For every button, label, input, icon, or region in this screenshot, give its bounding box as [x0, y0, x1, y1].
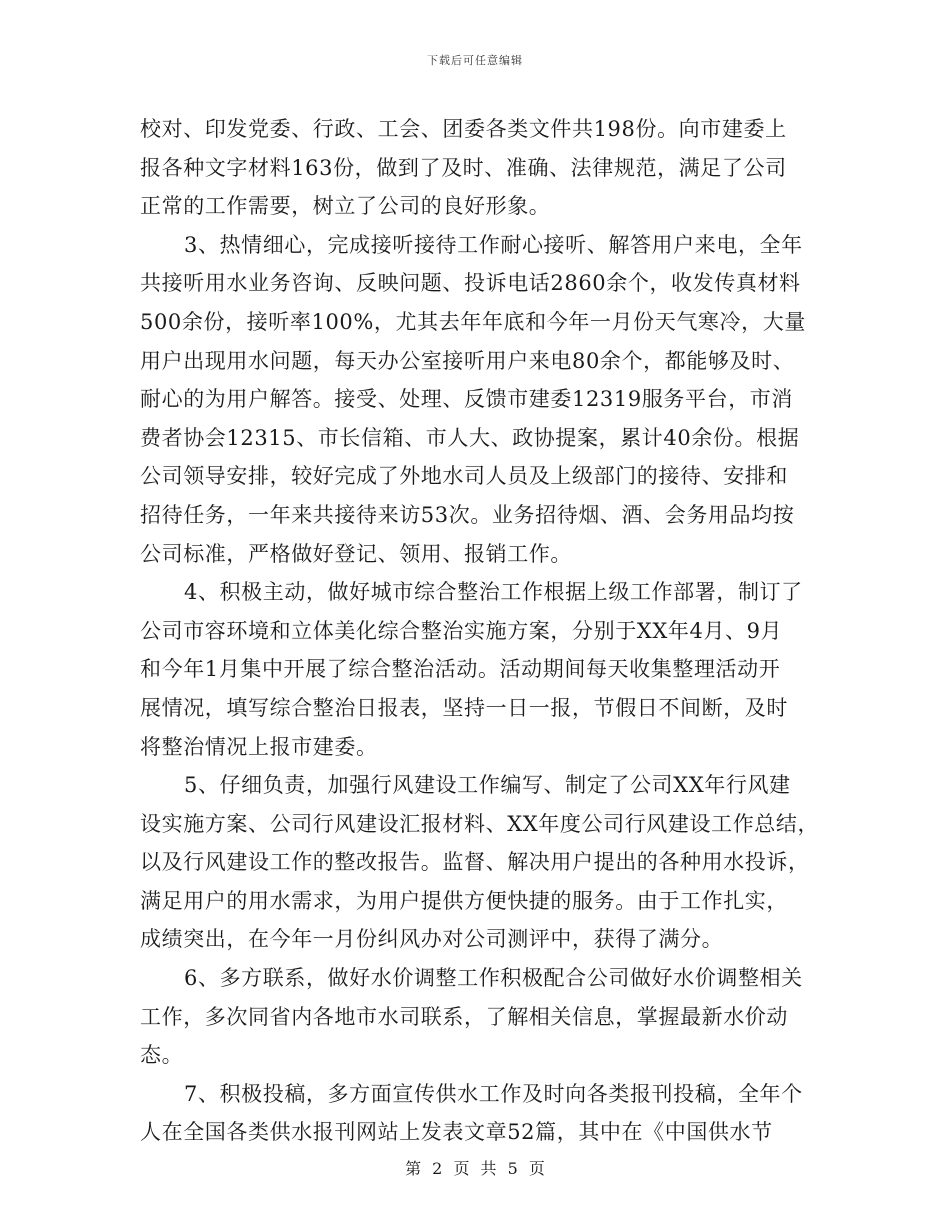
text-line: 将整治情况上报市建委。 — [140, 734, 378, 759]
paragraph-4-start: 4、积极主动，做好城市综合整治工作根据上级工作部署，制订了 — [184, 580, 803, 605]
text-line: 公司标准，严格做好登记、领用、报销工作。 — [140, 541, 572, 566]
text-line: 费者协会12315、市长信箱、市人大、政协提案，累计40余份。根据 — [140, 425, 800, 450]
page-number-footer: 第 2 页 共 5 页 — [405, 1159, 545, 1178]
text-line: 态。 — [140, 1043, 184, 1068]
text-line: 用户出现用水问题，每天办公室接听用户来电80余个，都能够及时、 — [140, 348, 795, 373]
text-line: 展情况，填写综合整治日报表，坚持一日一报，节假日不间断，及时 — [140, 695, 788, 720]
text-line: 招待任务，一年来共接待来访53次。业务招待烟、酒、会务用品均按 — [140, 502, 795, 527]
text-line: 公司领导安排，较好完成了外地水司人员及上级部门的接待、安排和 — [140, 464, 788, 489]
page-header: 下载后可任意编辑 — [427, 54, 523, 67]
text-line: 工作，多次同省内各地市水司联系，了解相关信息，掌握最新水价动 — [140, 1004, 788, 1029]
text-line: 人在全国各类供水报刊网站上发表文章52篇，其中在《中国供水节 — [140, 1120, 773, 1145]
text-line: 公司市容环境和立体美化综合整治实施方案，分别于XX年4月、9月 — [140, 618, 783, 643]
paragraph-3-start: 3、热情细心，完成接听接待工作耐心接听、解答用户来电，全年 — [184, 232, 803, 257]
text-line: 耐心的为用户解答。接受、处理、反馈市建委12319服务平台，市消 — [140, 387, 794, 412]
text-line: 校对、印发党委、行政、工会、团委各类文件共198份。向市建委上 — [140, 117, 787, 141]
paragraph-7-start: 7、积极投稿，多方面宣传供水工作及时向各类报刊投稿，全年个 — [184, 1081, 803, 1106]
text-line: 以及行风建设工作的整改报告。监督、解决用户提出的各种用水投诉， — [140, 850, 810, 875]
text-line: 共接听用水业务咨询、反映问题、投诉电话2860余个，收发传真材料 — [140, 271, 801, 296]
text-line: 报各种文字材料163份，做到了及时、准确、法律规范，满足了公司 — [140, 155, 787, 180]
text-line: 满足用户的用水需求，为用户提供方便快捷的服务。由于工作扎实， — [140, 888, 788, 913]
document-body — [140, 110, 820, 1152]
text-line: 设实施方案、公司行风建设汇报材料、XX年度公司行风建设工作总结， — [140, 811, 820, 836]
text-line: 正常的工作需要，树立了公司的良好形象。 — [140, 194, 551, 219]
text-line: 500余份，接听率100%，尤其去年年底和今年一月份天气寒冷，大量 — [140, 309, 806, 334]
paragraph-5-start: 5、仔细负责，加强行风建设工作编写、制定了公司XX年行风建 — [184, 773, 791, 798]
paragraph-6-start: 6、多方联系，做好水价调整工作积极配合公司做好水价调整相关 — [184, 966, 803, 991]
text-line: 成绩突出，在今年一月份纠风办对公司测评中，获得了满分。 — [140, 927, 724, 952]
text-line: 和今年1月集中开展了综合整治活动。活动期间每天收集整理活动开 — [140, 657, 781, 682]
